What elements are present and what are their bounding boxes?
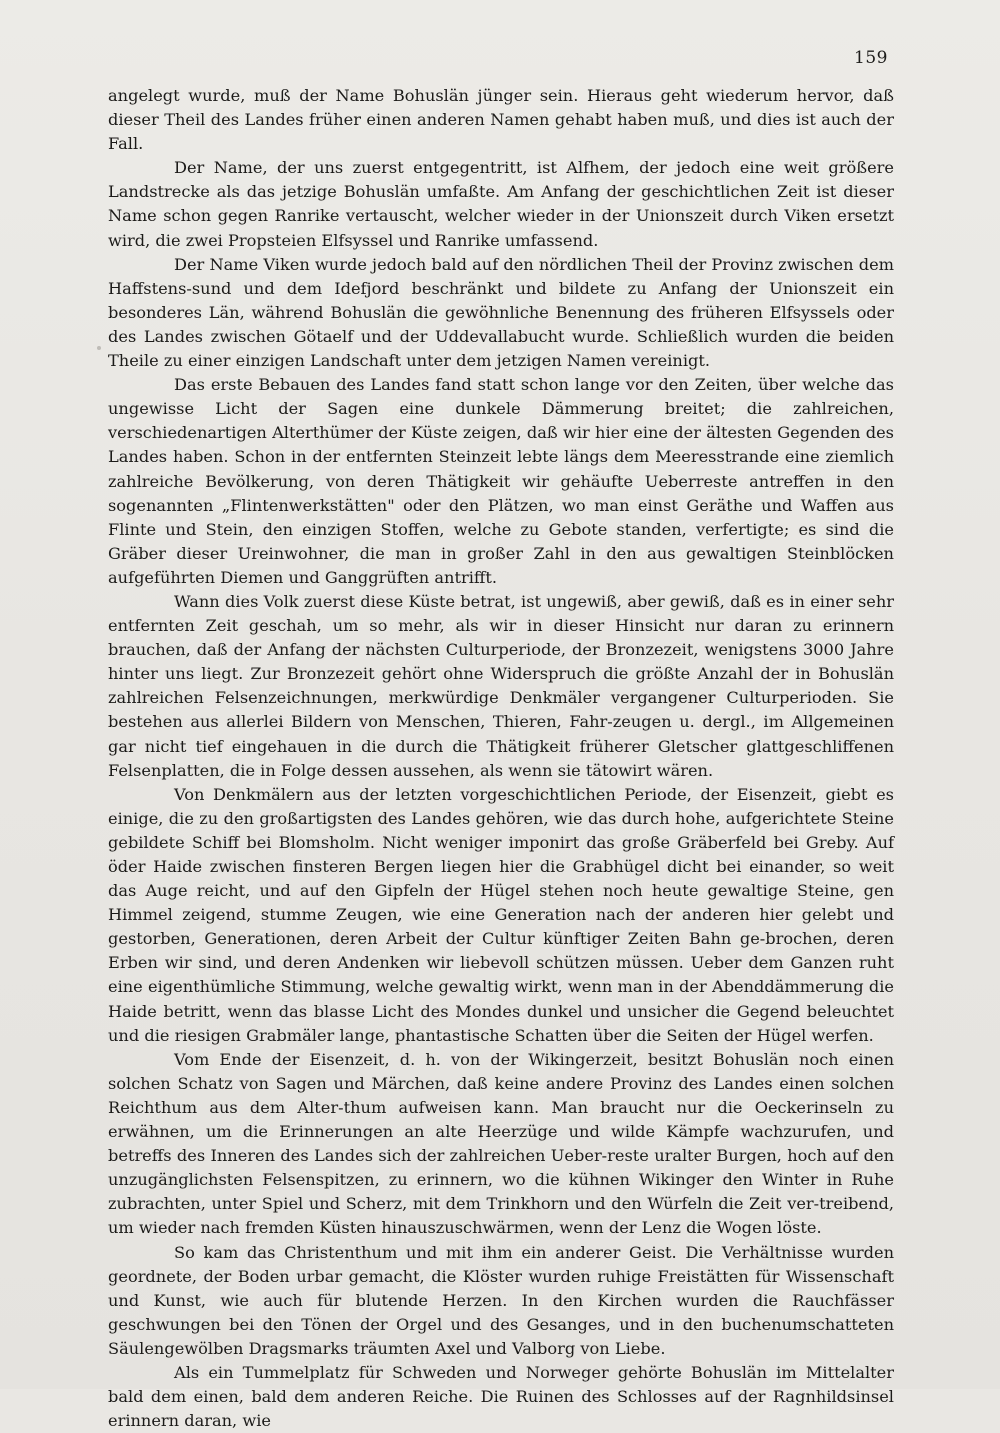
paragraph-8: So kam das Christenthum und mit ihm ein anderer Geist. Die Verhältnisse wurden geordnete, der Boden urbar gemacht, die Klöster wurden ruhige Freistätten für Wissenschaft und Kunst, wie auch für blutende Herzen. In den Kirchen wurden die Rauchfässer geschwungen bei den Tönen der Orgel und des Gesanges, und in den buchenumschatteten Säulengewölben Dragsmarks träumten Axel und Valborg von Liebe. — [108, 1242, 894, 1358]
paragraph-9: Als ein Tummelplatz für Schweden und Norweger gehörte Bohuslän im Mittelalter bald dem einen, bald dem anderen Reiche. Die Ruinen des Schlosses auf der Ragnhildsinsel erinnern daran, wie — [108, 1362, 894, 1431]
paragraph-2: Der Name, der uns zuerst entgegentritt, ist Alfhem, der jedoch eine weit größere Landstrecke als das jetzige Bohuslän umfaßte. Am Anfang der geschichtlichen Zeit ist dieser Name schon gegen Ranrike vertauscht, welcher wieder in der Unionszeit durch Viken ersetzt wird, die zwei Propsteien Elfsyssel und Ranrike umfassend. — [108, 158, 894, 250]
paragraph-6: Von Denkmälern aus der letzten vorgeschichtlichen Periode, der Eisenzeit, giebt es einige, die zu den großartigsten des Landes gehören, wie das durch hohe, aufgerichtete Steine gebildete Schiff bei Blomsholm. Nicht weniger imponirt das große Gräberfeld bei Greby. Auf öder Haide zwischen finsteren Bergen liegen hier die Grabhügel dicht bei einander, so weit das Auge reicht, und auf den Gipfeln der Hügel stehen noch heute gewaltige Steine, gen Himmel zeigend, stumme Zeugen, wie eine Generation nach der anderen hier gelebt und gestorben, Generationen, deren Arbeit der Cultur künftiger Zeiten Bahn ge-brochen, deren Erben wir sind, und deren Andenken wir liebevoll schützen müssen. Ueber dem Ganzen ruht eine eigenthümliche Stimmung, welche gewaltig wirkt, wenn man in der Abenddämmerung die Haide betritt, wenn das blasse Licht des Mondes dunkel und unsicher die Gegend beleuchtet und die riesigen Grabmäler lange, phantastische Schatten über die Seiten der Hügel werfen. — [108, 784, 894, 1045]
paragraph-3: Der Name Viken wurde jedoch bald auf den nördlichen Theil der Provinz zwischen dem Haffstens-sund und dem Idefjord beschränkt und bildete zu Anfang der Unionszeit ein besonderes Län, während Bohuslän die gewöhnliche Benennung des früheren Elfsyssels oder des Landes zwischen Götaelf und der Uddevallabucht wurde. Schließlich wurden die beiden Theile zu einer einzigen Landschaft unter dem jetzigen Namen vereinigt. — [108, 254, 894, 371]
ink-speck — [97, 346, 101, 350]
paragraph-7: Vom Ende der Eisenzeit, d. h. von der Wikingerzeit, besitzt Bohuslän noch einen solchen Schatz von Sagen und Märchen, daß keine andere Provinz des Landes einen solchen Reichthum aus dem Alter-thum aufweisen kann. Man braucht nur die Oeckerinseln zu erwähnen, um die Erinnerungen an alte Heerzüge und wilde Kämpfe wachzurufen, und betreffs des Inneren des Landes sich der zahlreichen Ueber-reste uralter Burgen, hoch auf den unzugänglichsten Felsenspitzen, zu erinnern, wo die kühnen Wikinger den Winter in Ruhe zubrachten, unter Spiel und Scherz, mit dem Trinkhorn und den Würfeln die Zeit ver-treibend, um wieder nach fremden Küsten hinauszuschwärmen, wenn der Lenz die Wogen löste. — [108, 1049, 894, 1238]
page-number: 159 — [854, 48, 888, 68]
body-text — [108, 84, 894, 1433]
paragraph-4: Das erste Bebauen des Landes fand statt schon lange vor den Zeiten, über welche das ungewisse Licht der Sagen eine dunkele Dämmerung breitet; die zahlreichen, verschiedenartigen Alterthümer der Küste zeigen, daß wir hier eine der ältesten Gegenden des Landes haben. Schon in der entfernten Steinzeit lebte längs dem Meeresstrande eine ziemlich zahlreiche Bevölkerung, von deren Thätigkeit wir gehäufte Ueberreste antreffen in den sogenannten „Flintenwerkstätten" oder den Plätzen, wo man einst Geräthe und Waffen aus Flinte und Stein, den einzigen Stoffen, welche zu Gebote standen, verfertigte; es sind die Gräber dieser Ureinwohner, die man in großer Zahl in den aus gewaltigen Steinblöcken aufgeführten Diemen und Ganggrüften antrifft. — [108, 375, 894, 587]
paragraph-5: Wann dies Volk zuerst diese Küste betrat, ist ungewiß, aber gewiß, daß es in einer sehr entfernten Zeit geschah, um so mehr, als wir in dieser Hinsicht nur daran zu erinnern brauchen, daß der Anfang der nächsten Culturperiode, der Bronzezeit, wenigstens 3000 Jahre hinter uns liegt. Zur Bronzezeit gehört ohne Widerspruch die größte Anzahl der in Bohuslän zahlreichen Felsenzeichnungen, merkwürdige Denkmäler vergangener Culturperioden. Sie bestehen aus allerlei Bildern von Menschen, Thieren, Fahr-zeugen u. dergl., im Allgemeinen gar nicht tief eingehauen in die durch die Thätigkeit früherer Gletscher glattgeschliffenen Felsenplatten, die in Folge dessen aussehen, als wenn sie tätowirt wären. — [108, 591, 894, 780]
paragraph-1: angelegt wurde, muß der Name Bohuslän jünger sein. Hieraus geht wiederum hervor, daß dieser Theil des Landes früher einen anderen Namen gehabt haben muß, und dies ist auch der Fall. — [108, 86, 894, 154]
